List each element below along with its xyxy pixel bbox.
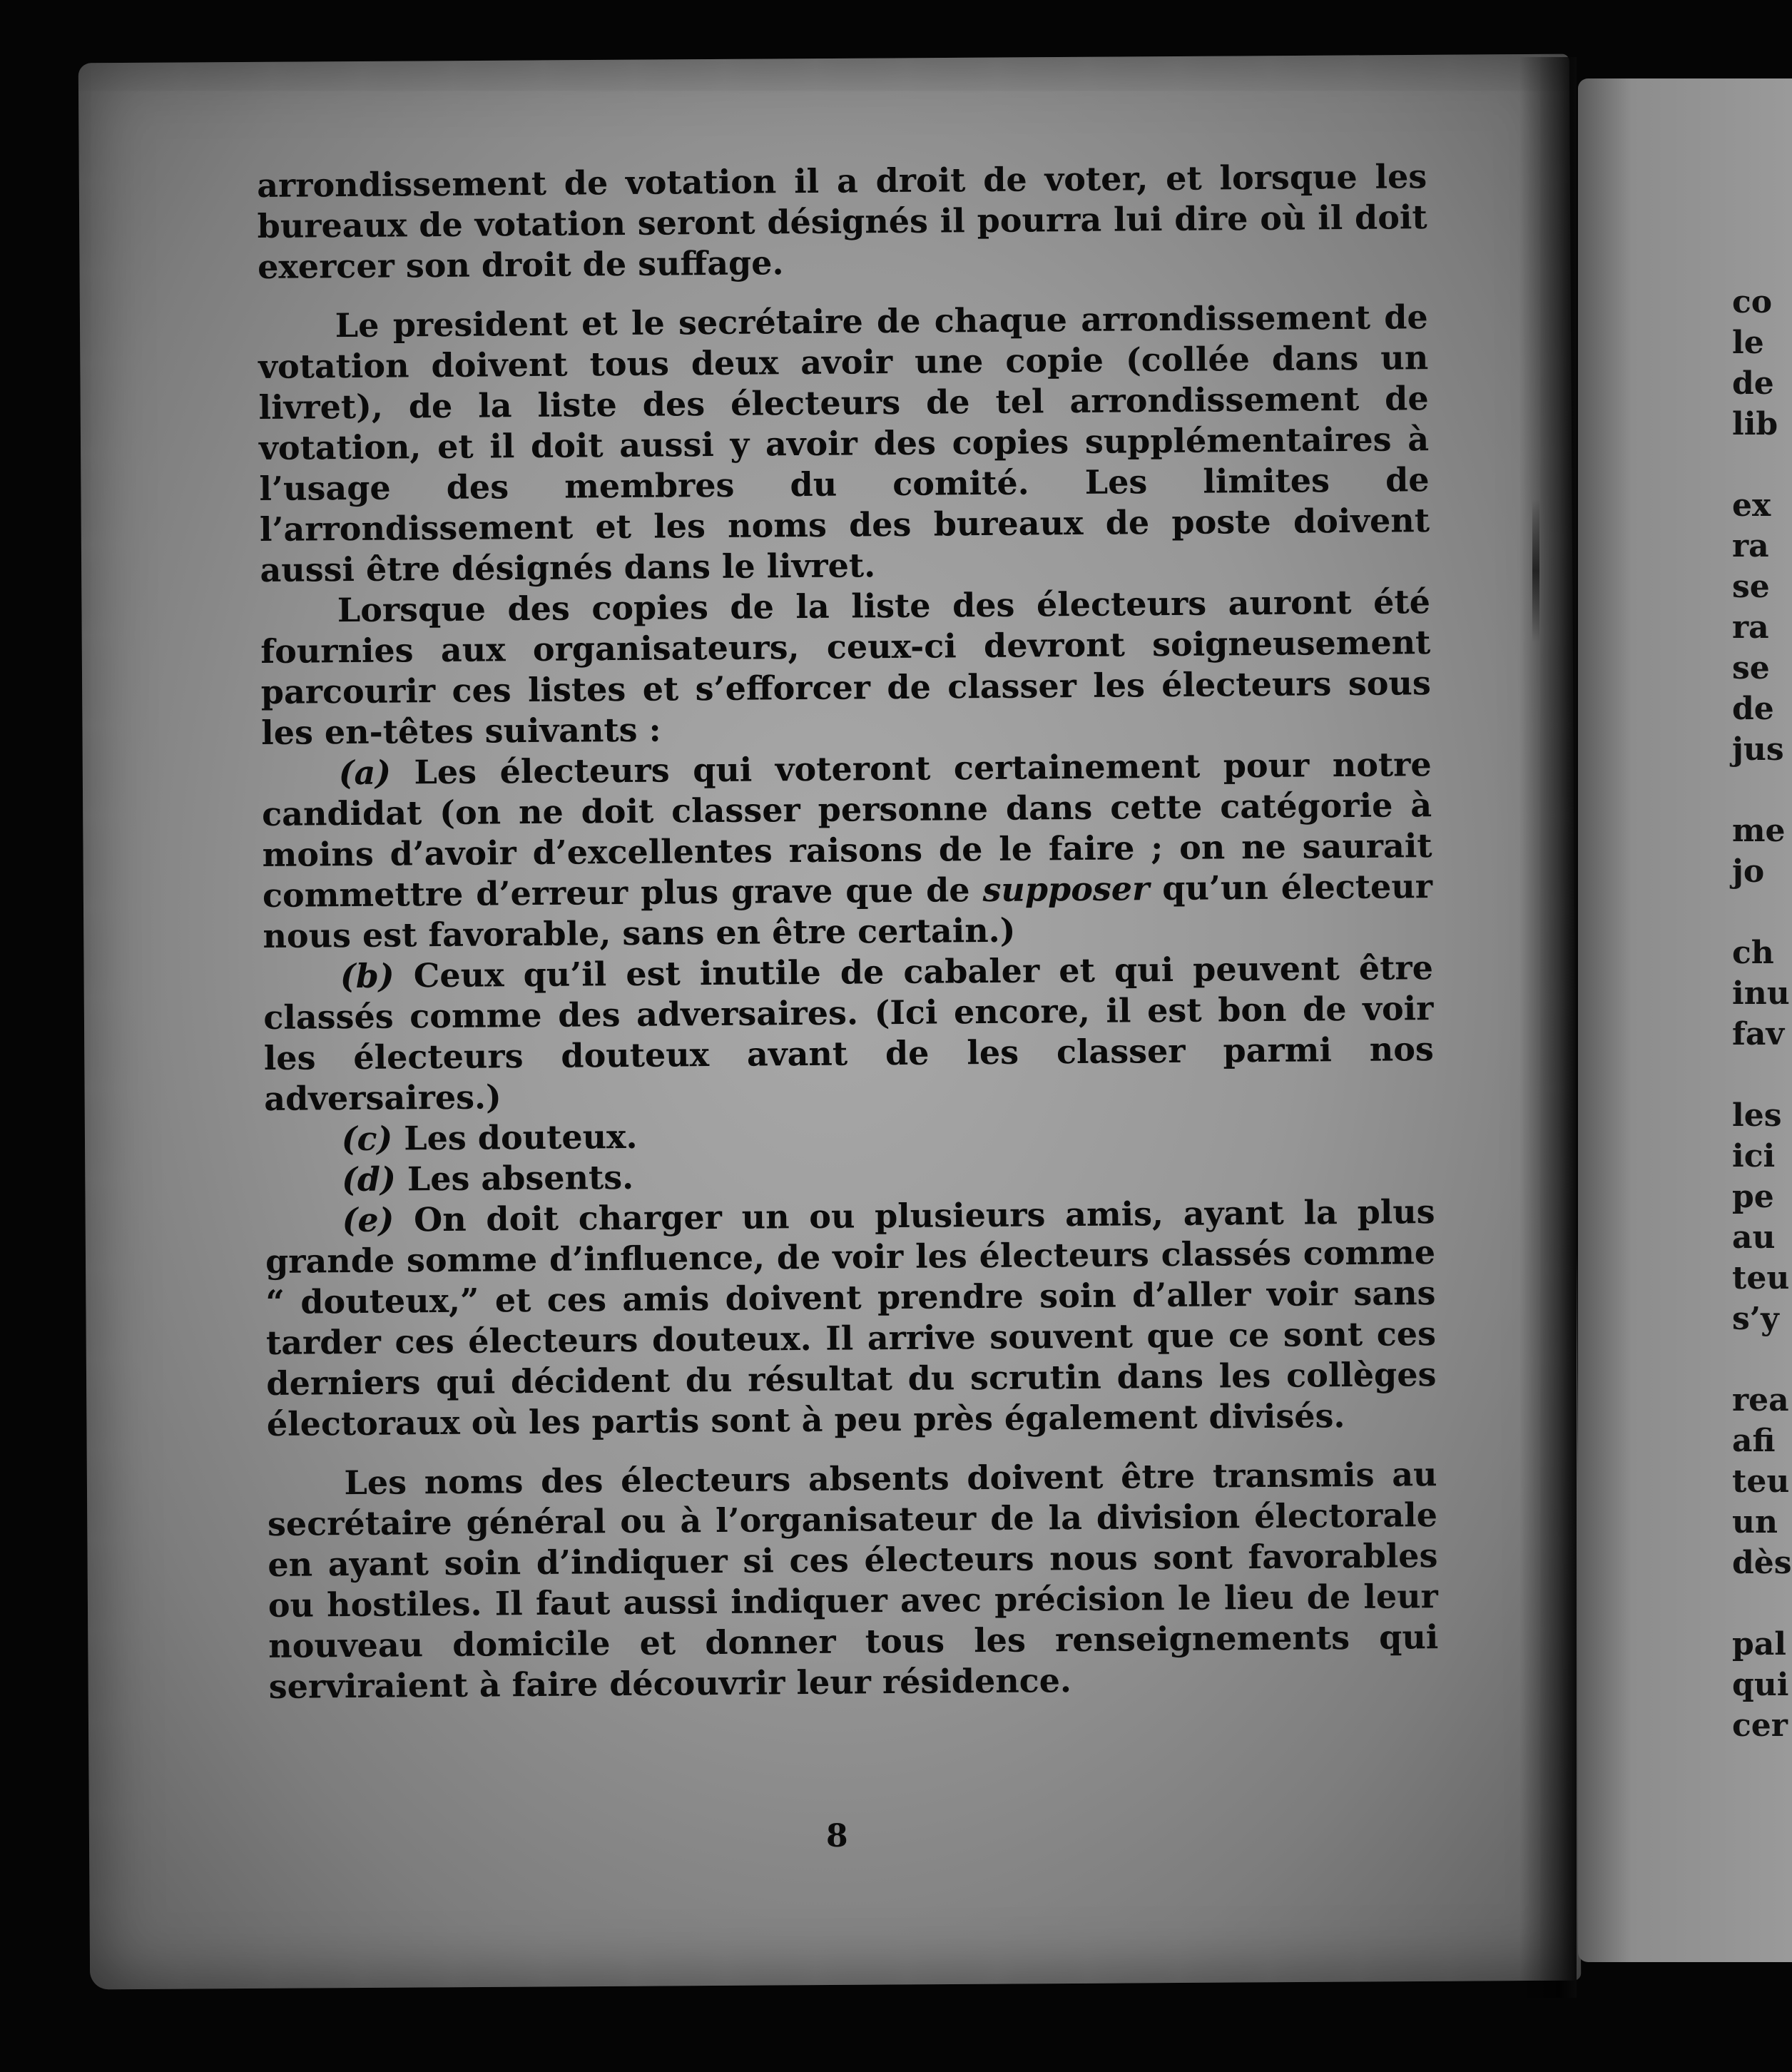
- facing-page-fragment: [1732, 1583, 1775, 1624]
- facing-page-fragment: [1732, 1339, 1775, 1380]
- facing-page-fragment: ex: [1732, 487, 1771, 524]
- item-e-letter: (e): [342, 1200, 394, 1240]
- facing-page-fragment: pe: [1732, 1179, 1774, 1215]
- facing-page-fragment: au: [1732, 1219, 1776, 1256]
- item-b-text: Ceux qu’il est inutile de cabaler et qui peuvent être classés comme des adversaires. (Ici encore, il est bon de voir les électeurs douteux avant de les classer parmi nos adversaires.): [263, 948, 1434, 1118]
- facing-page-fragment: ra: [1732, 609, 1769, 646]
- item-b-letter: (b): [340, 956, 394, 996]
- facing-page-fragment: lib: [1732, 406, 1778, 442]
- facing-page-fragment: le: [1732, 325, 1764, 361]
- facing-page-fragment: jus: [1732, 731, 1784, 768]
- paragraph-4: Les noms des électeurs absents doivent être transmis au secrétaire général ou à l’organisateur de la division électorale en ayant soin d’indiquer si ces électeurs nous sont favorables ou hostiles. Il faut aussi indiquer avec précision le lieu de leur nouveau domicile et donner tous les renseignements qui serviraient à faire découvrir leur résidence.: [267, 1455, 1439, 1706]
- facing-page-fragment: se: [1732, 650, 1770, 686]
- facing-page-fragment: se: [1732, 569, 1770, 605]
- facing-page-fragment: cer: [1732, 1707, 1788, 1744]
- facing-page-fragment: teu: [1732, 1463, 1790, 1500]
- list-item-b: [263, 948, 1435, 1119]
- facing-page-fragment: ch: [1732, 935, 1774, 971]
- item-a-letter: (a): [338, 753, 392, 793]
- item-d-letter: (d): [341, 1159, 397, 1199]
- facing-page-fragment: dès: [1732, 1545, 1792, 1581]
- facing-page-fragment: jo: [1732, 853, 1765, 890]
- item-a-emphasis: supposer: [982, 869, 1150, 910]
- item-d-text: Les absents.: [407, 1157, 634, 1199]
- facing-page-fragment: [1732, 445, 1775, 485]
- facing-page-fragment: [1732, 770, 1775, 811]
- facing-page-fragment: ici: [1732, 1138, 1776, 1174]
- paragraph-3: Lorsque des copies de la liste des électeurs auront été fournies aux organisateurs, ceux-ci devront soigneusement parcourir ces listes et s’efforcer de classer les électeurs sous les en-têtes suivants :: [260, 582, 1431, 752]
- facing-page-fragment: me: [1732, 813, 1786, 849]
- facing-page-fragment: les: [1732, 1097, 1782, 1134]
- paragraph-1: arrondissement de votation il a droit de voter, et lorsque les bureaux de votation seront désignés il pourra lui dire où il doit exercer son droit de suffage.: [257, 157, 1427, 286]
- facing-page-fragment: de: [1732, 365, 1774, 402]
- facing-page-text-fragments: [1732, 282, 1792, 1746]
- facing-page-fragment: qui: [1732, 1667, 1789, 1703]
- item-a-text-before: Les électeurs qui voteront certainement pour notre candidat (on ne doit classer personne dans cette catégorie à moins d’avoir d’excellentes raisons de le faire ; on ne saurait commettre d’erreur plus grave que de: [261, 745, 1432, 915]
- facing-page-fragment: [1732, 1055, 1775, 1095]
- book-gutter: [1519, 57, 1577, 1998]
- item-c-letter: (c): [341, 1119, 393, 1159]
- item-e-text: On doit charger un ou plusieurs amis, ayant la plus grande somme d’influence, de voir les électeurs classés comme “ douteux,” et ces amis doivent prendre soin d’aller voir sans tarder ces électeurs douteux. Il arrive souvent que ce sont ces derniers qui décident du résultat du scrutin dans les collèges électoraux où les partis sont à peu près également divisés.: [265, 1192, 1437, 1443]
- list-item-a: [261, 744, 1432, 957]
- facing-page-fragment: ra: [1732, 528, 1769, 564]
- facing-page-fragment: rea: [1732, 1382, 1789, 1418]
- gutter-mark: [1532, 499, 1539, 642]
- page-text: [257, 156, 1439, 1707]
- facing-page-fragment: fav: [1732, 1016, 1785, 1052]
- facing-page-fragment: pal: [1732, 1626, 1786, 1662]
- facing-page-fragment: teu: [1732, 1260, 1790, 1296]
- facing-page-fragment: s’y: [1732, 1301, 1779, 1337]
- list-item-e: [265, 1192, 1437, 1445]
- facing-page-fragment: un: [1732, 1504, 1778, 1540]
- paragraph-2: Le president et le secrétaire de chaque arrondissement de votation doivent tous deux avoir une copie (collée dans un livret), de la liste des électeurs de tel arrondissement de votation, et il doit aussi y avoir des copies supplémentaires à l’usage des membres du comité. Les limites de l’arrondissement et les noms des bureaux de poste doivent aussi être désignés dans le livret.: [258, 298, 1430, 589]
- item-c-text: Les douteux.: [404, 1117, 638, 1158]
- facing-page-fragment: de: [1732, 691, 1774, 727]
- facing-page-fragment: afi: [1732, 1423, 1776, 1459]
- facing-page-fragment: [1732, 892, 1775, 933]
- facing-page-fragment: co: [1732, 284, 1773, 320]
- page-number: 8: [826, 1818, 848, 1854]
- item-a-text-after: qu’un électeur nous est favorable, sans en être certain.): [263, 867, 1433, 955]
- facing-page-fragment: inu: [1732, 975, 1790, 1012]
